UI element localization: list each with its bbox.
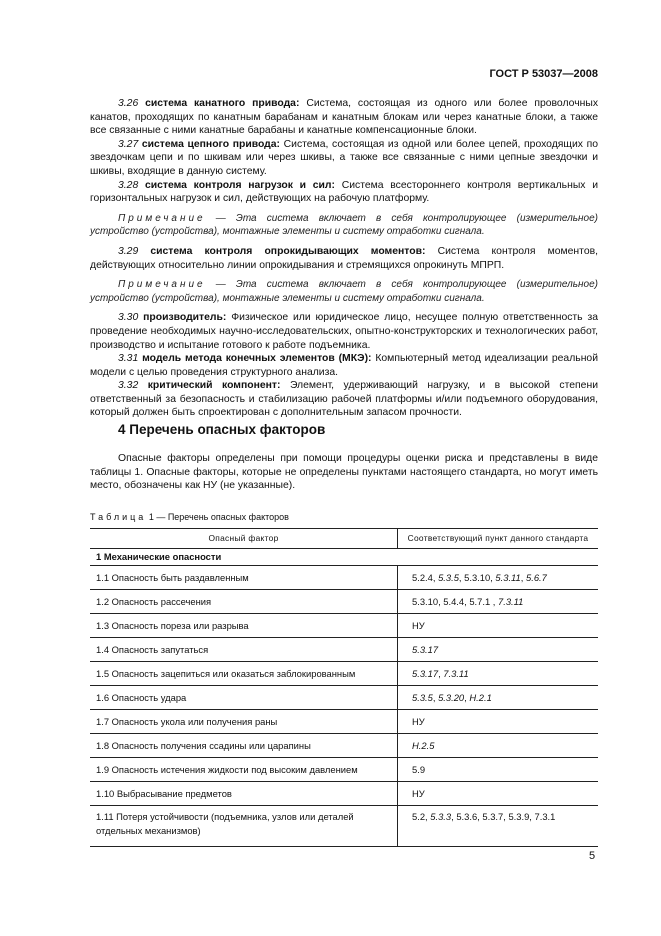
definition-3-32 — [90, 379, 598, 420]
clause-refs — [398, 638, 599, 662]
clause-ref: 5.3.3 — [430, 811, 452, 822]
hazard-factor: 1.8 Опасность получения ссадины или царапины — [90, 734, 398, 758]
section-paragraph: Опасные факторы определены при помощи процедуры оценки риска и представлены в виде таблицы 1. Опасные факторы, которые не определены пунктами настоящего стандарта, но могут иметь место, обозначены как НУ (не указанные). — [90, 453, 598, 492]
hazard-factor: 1.1 Опасность быть раздавленным — [90, 566, 398, 590]
clause-ref: 5.2.4, — [412, 571, 439, 583]
clause-ref: , — [438, 667, 444, 679]
note-label: Примечание — [118, 212, 206, 224]
table-row — [90, 710, 598, 734]
clause-ref: НУ — [412, 787, 425, 799]
hazard-factor: 1.5 Опасность зацепиться или оказаться заблокированным — [90, 662, 398, 686]
clause-refs — [398, 590, 599, 614]
clause-ref: 5.3.17 — [412, 667, 439, 679]
clause-ref: 5.3.17 — [412, 643, 439, 655]
clause-ref: 5.3.5 — [412, 691, 433, 703]
clause-refs — [398, 734, 599, 758]
table-row — [90, 782, 598, 806]
clause-refs — [398, 710, 599, 734]
def-term: система цепного привода: — [141, 138, 281, 150]
page-number: 5 — [589, 850, 596, 862]
section-heading: 4 Перечень опасных факторов — [118, 422, 326, 437]
def-term: модель метода конечных элементов (МКЭ): — [142, 353, 372, 365]
def-text: Система, состоящая из одной или более цепей, проходящих по звездочкам цепи и по шкивам или через шкивы, а также все связанные с ними цепные звездочки и шкивы, входящие в данную систему. — [90, 138, 599, 177]
table-row — [90, 566, 598, 590]
definitions-block-1 — [90, 97, 598, 420]
caption-label: Таблица — [90, 512, 147, 522]
hazard-factor: 1.7 Опасность укола или получения раны — [90, 710, 398, 734]
table-row — [90, 734, 598, 758]
definition-3-30 — [90, 311, 598, 352]
definition-3-27 — [90, 138, 598, 179]
note — [90, 212, 598, 239]
caption-text: 1 — Перечень опасных факторов — [148, 512, 289, 522]
table-row — [90, 614, 598, 638]
hazard-factor: 1.11 Потеря устойчивости (подъемника, узлов или деталей отдельных механизмов) — [90, 806, 398, 847]
definition-3-26 — [90, 97, 598, 138]
clause-ref: 5.3.10, 5.4.4, 5.7.1 , — [412, 595, 499, 607]
clause-ref: 5.3.11 — [495, 571, 521, 583]
section-paragraph-block — [90, 452, 598, 493]
clause-ref: , 5.3.6, 5.3.7, 5.3.9, 7.3.1 — [451, 811, 556, 822]
clause-ref: H.2.5 — [412, 739, 435, 751]
clause-refs — [398, 686, 599, 710]
table-row — [90, 638, 598, 662]
clause-ref: 5.3.20 — [438, 691, 465, 703]
clause-refs — [398, 614, 599, 638]
hazard-factor: 1.2 Опасность рассечения — [90, 590, 398, 614]
def-text: Элемент, удерживающий нагрузку, и в высокой степени ответственный за безопасность и стабилизацию рабочей платформы и/или подъемного оборудования, который должен быть спроектирован с дополнительным запасом прочности. — [90, 380, 598, 419]
clause-ref: , — [520, 571, 526, 583]
clause-refs — [398, 782, 599, 806]
clause-ref: 7.3.11 — [443, 667, 469, 679]
clause-refs — [398, 758, 599, 782]
def-text: Физическое или юридическое лицо, несущее полную ответственность за проведение необходимых научно-исследовательских, опытно-конструкторских и технологических работ, производство и испытание готового к работе подъемника. — [90, 312, 598, 351]
clause-ref: , — [464, 691, 470, 703]
clause-ref: 5.3.5 — [438, 571, 459, 583]
column-header-factor: Опасный фактор — [90, 529, 398, 549]
def-num: 3.27 — [118, 138, 139, 150]
table-row — [90, 686, 598, 710]
table-row — [90, 806, 598, 847]
def-num: 3.28 — [118, 179, 139, 191]
note-label: Примечание — [118, 279, 206, 291]
def-term: система контроля опрокидывающих моментов: — [150, 245, 426, 257]
def-num: 3.29 — [118, 245, 139, 257]
clause-ref: 5.2, — [412, 811, 431, 822]
def-text: Система всестороннего контроля вертикальных и горизонтальных нагрузок и сил, действующих на рабочую платформу. — [90, 179, 599, 205]
clause-ref: H.2.1 — [469, 691, 492, 703]
clause-ref: , — [432, 691, 439, 703]
def-num: 3.30 — [118, 312, 139, 324]
clause-refs — [398, 566, 599, 590]
clause-ref: НУ — [412, 715, 425, 727]
clause-ref: 5.9 — [412, 763, 426, 775]
def-text: Компьютерный метод идеализации реальной модели с целью проведения структурного анализа. — [90, 353, 599, 378]
note-text: — Эта система включает в себя контролирующее (измерительное) устройство (устройства), монтажные элементы и систему отработки сигнала. — [90, 279, 598, 304]
hazards-table — [90, 528, 598, 847]
table-row — [90, 662, 598, 686]
clause-ref: НУ — [412, 619, 425, 631]
clause-refs — [398, 662, 599, 686]
hazard-factor: 1.6 Опасность удара — [90, 686, 398, 710]
clause-ref: 7.3.11 — [498, 595, 524, 607]
table-section-row: 1 Механические опасности — [90, 549, 598, 566]
def-num: 3.31 — [118, 353, 139, 365]
note-text: — Эта система включает в себя контролирующее (измерительное) устройство (устройства), монтажные элементы и систему отработки сигнала. — [90, 212, 598, 238]
column-header-clause: Соответствующий пункт данного стандарта — [398, 529, 599, 549]
clause-ref: 5.6.7 — [526, 571, 547, 583]
clause-ref: , 5.3.10, — [458, 571, 496, 583]
def-num: 3.32 — [118, 380, 139, 392]
hazard-factor: 1.4 Опасность запутаться — [90, 638, 398, 662]
def-text: Система, состоящая из одного или более проволочных канатов, проходящих по канатным барабанам и канатным блокам или через канатные блоки, а также все связанные с ними канатные барабаны и канатные компенсационные блоки. — [90, 98, 599, 137]
def-text: Система контроля моментов, действующих относительно линии опрокидывания и стремящихся опрокинуть МПРП. — [90, 245, 599, 271]
hazard-factor: 1.3 Опасность пореза или разрыва — [90, 614, 398, 638]
hazard-factor: 1.10 Выбрасывание предметов — [90, 782, 398, 806]
definition-3-31 — [90, 352, 598, 379]
def-term: система контроля нагрузок и сил: — [144, 179, 335, 191]
hazard-factor: 1.9 Опасность истечения жидкости под высоким давлением — [90, 758, 398, 782]
def-num: 3.26 — [118, 98, 139, 109]
note — [90, 278, 598, 305]
definition-3-28 — [90, 179, 598, 206]
definition-3-29 — [90, 245, 598, 272]
table-row — [90, 758, 598, 782]
clause-refs — [398, 806, 599, 847]
table-row — [90, 590, 598, 614]
document-id: ГОСТ Р 53037—2008 — [489, 68, 598, 80]
def-term: производитель: — [143, 312, 227, 324]
def-term: система канатного привода: — [145, 98, 300, 109]
def-term: критический компонент: — [147, 380, 281, 392]
table-caption — [90, 511, 289, 525]
